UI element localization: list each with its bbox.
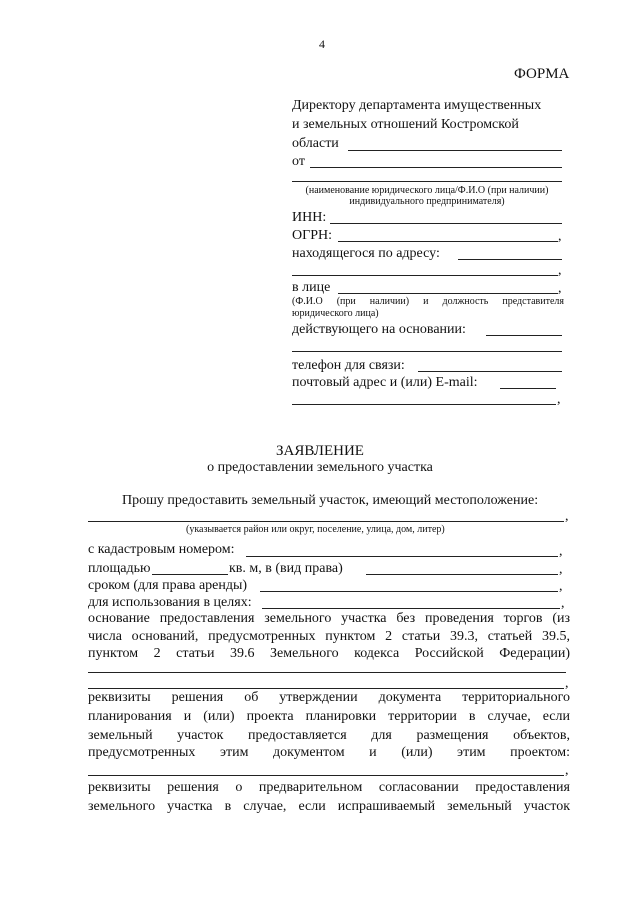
location-comma: , — [565, 509, 569, 524]
right-type-field[interactable] — [366, 574, 558, 575]
purpose-label: для использования в целях: — [88, 595, 252, 610]
right-type-comma: , — [559, 562, 563, 577]
email-field[interactable] — [500, 388, 556, 389]
address-field[interactable] — [458, 259, 562, 260]
area-label: площадью — [88, 561, 151, 576]
req1-line-2: планирования и (или) проекта планировки территории в случае, если — [88, 709, 570, 724]
purpose-comma: , — [561, 596, 565, 611]
basis-field[interactable] — [486, 335, 562, 336]
req1-line-1: реквизиты решения об утверждении документа территориального — [88, 690, 570, 705]
location-field[interactable] — [88, 521, 564, 522]
name-hint-1: (наименование юридического лица/Ф.И.О (при наличии) — [305, 185, 549, 196]
address-field-2[interactable] — [292, 275, 558, 276]
basis-field-2[interactable] — [292, 351, 562, 352]
cadastral-field[interactable] — [246, 556, 558, 557]
phone-field[interactable] — [418, 371, 562, 372]
term-field[interactable] — [260, 591, 558, 592]
term-comma: , — [559, 579, 563, 594]
email-label: почтовый адрес и (или) E-mail: — [292, 375, 478, 390]
inn-field[interactable] — [330, 223, 562, 224]
ogrn-field[interactable] — [338, 241, 558, 242]
location-hint: (указывается район или округ, поселение, улица, дом, литер) — [186, 524, 445, 535]
address-comma: , — [558, 263, 562, 278]
term-label: сроком (для права аренды) — [88, 578, 248, 593]
in-person-comma: , — [558, 281, 562, 296]
form-label: ФОРМА — [514, 66, 570, 82]
from-field-2[interactable] — [292, 181, 562, 182]
email-field-2[interactable] — [292, 404, 556, 405]
cadastral-comma: , — [559, 544, 563, 559]
req1-comma: , — [565, 763, 569, 778]
in-person-label: в лице — [292, 280, 331, 295]
addressee-line-1: Директору департамента имущественных — [292, 98, 542, 113]
oblasti-field[interactable] — [348, 150, 562, 151]
inn-label: ИНН: — [292, 210, 327, 225]
cadastral-label: с кадастровым номером: — [88, 542, 235, 557]
basis-label: действующего на основании: — [292, 322, 466, 337]
rep-hint-1: (Ф.И.О (при наличии) и должность представителя — [292, 296, 564, 307]
ogrn-label: ОГРН: — [292, 228, 332, 243]
email-comma: , — [557, 392, 561, 407]
req1-field[interactable] — [88, 775, 564, 776]
basis-field-line-2[interactable] — [88, 688, 564, 689]
address-label: находящегося по адресу: — [292, 246, 440, 261]
req2-line-1: реквизиты решения о предварительном согласовании предоставления — [88, 780, 570, 795]
phone-label: телефон для связи: — [292, 358, 405, 373]
from-field[interactable] — [310, 167, 562, 168]
req2-line-2: земельного участка в случае, если испрашиваемый земельный участок — [88, 799, 570, 814]
document-title: ЗАЯВЛЕНИЕ — [276, 443, 364, 459]
basis-paragraph-2: числа оснований, предусмотренных пунктом 2 статьи 39.3, статьей 39.5, — [88, 629, 570, 644]
area-field[interactable] — [152, 574, 228, 575]
ogrn-comma: , — [558, 229, 562, 244]
addressee-line-2: и земельных отношений Костромской — [292, 117, 519, 132]
basis-paragraph-3: пунктом 2 статьи 39.6 Земельного кодекса Российской Федерации) — [88, 646, 570, 661]
from-label: от — [292, 154, 305, 169]
name-hint-2: индивидуального предпринимателя) — [349, 196, 505, 207]
page-number: 4 — [319, 37, 325, 51]
right-type-label: кв. м, в (вид права) — [229, 561, 343, 576]
basis-field-line-1[interactable] — [88, 672, 566, 673]
oblasti-label: области — [292, 136, 339, 151]
req1-line-3: земельный участок предоставляется для размещения объектов, — [88, 728, 570, 743]
document-subtitle: о предоставлении земельного участка — [207, 460, 433, 475]
in-person-field[interactable] — [338, 293, 558, 294]
req1-line-4: предусмотренных этим документом и (или) этим проектом: — [88, 745, 570, 760]
purpose-field[interactable] — [262, 608, 560, 609]
basis-field-comma: , — [565, 676, 569, 691]
request-text: Прошу предоставить земельный участок, имеющий местоположение: — [122, 493, 539, 508]
basis-paragraph-1: основание предоставления земельного участка без проведения торгов (из — [88, 611, 570, 626]
rep-hint-2: юридического лица) — [292, 308, 379, 319]
